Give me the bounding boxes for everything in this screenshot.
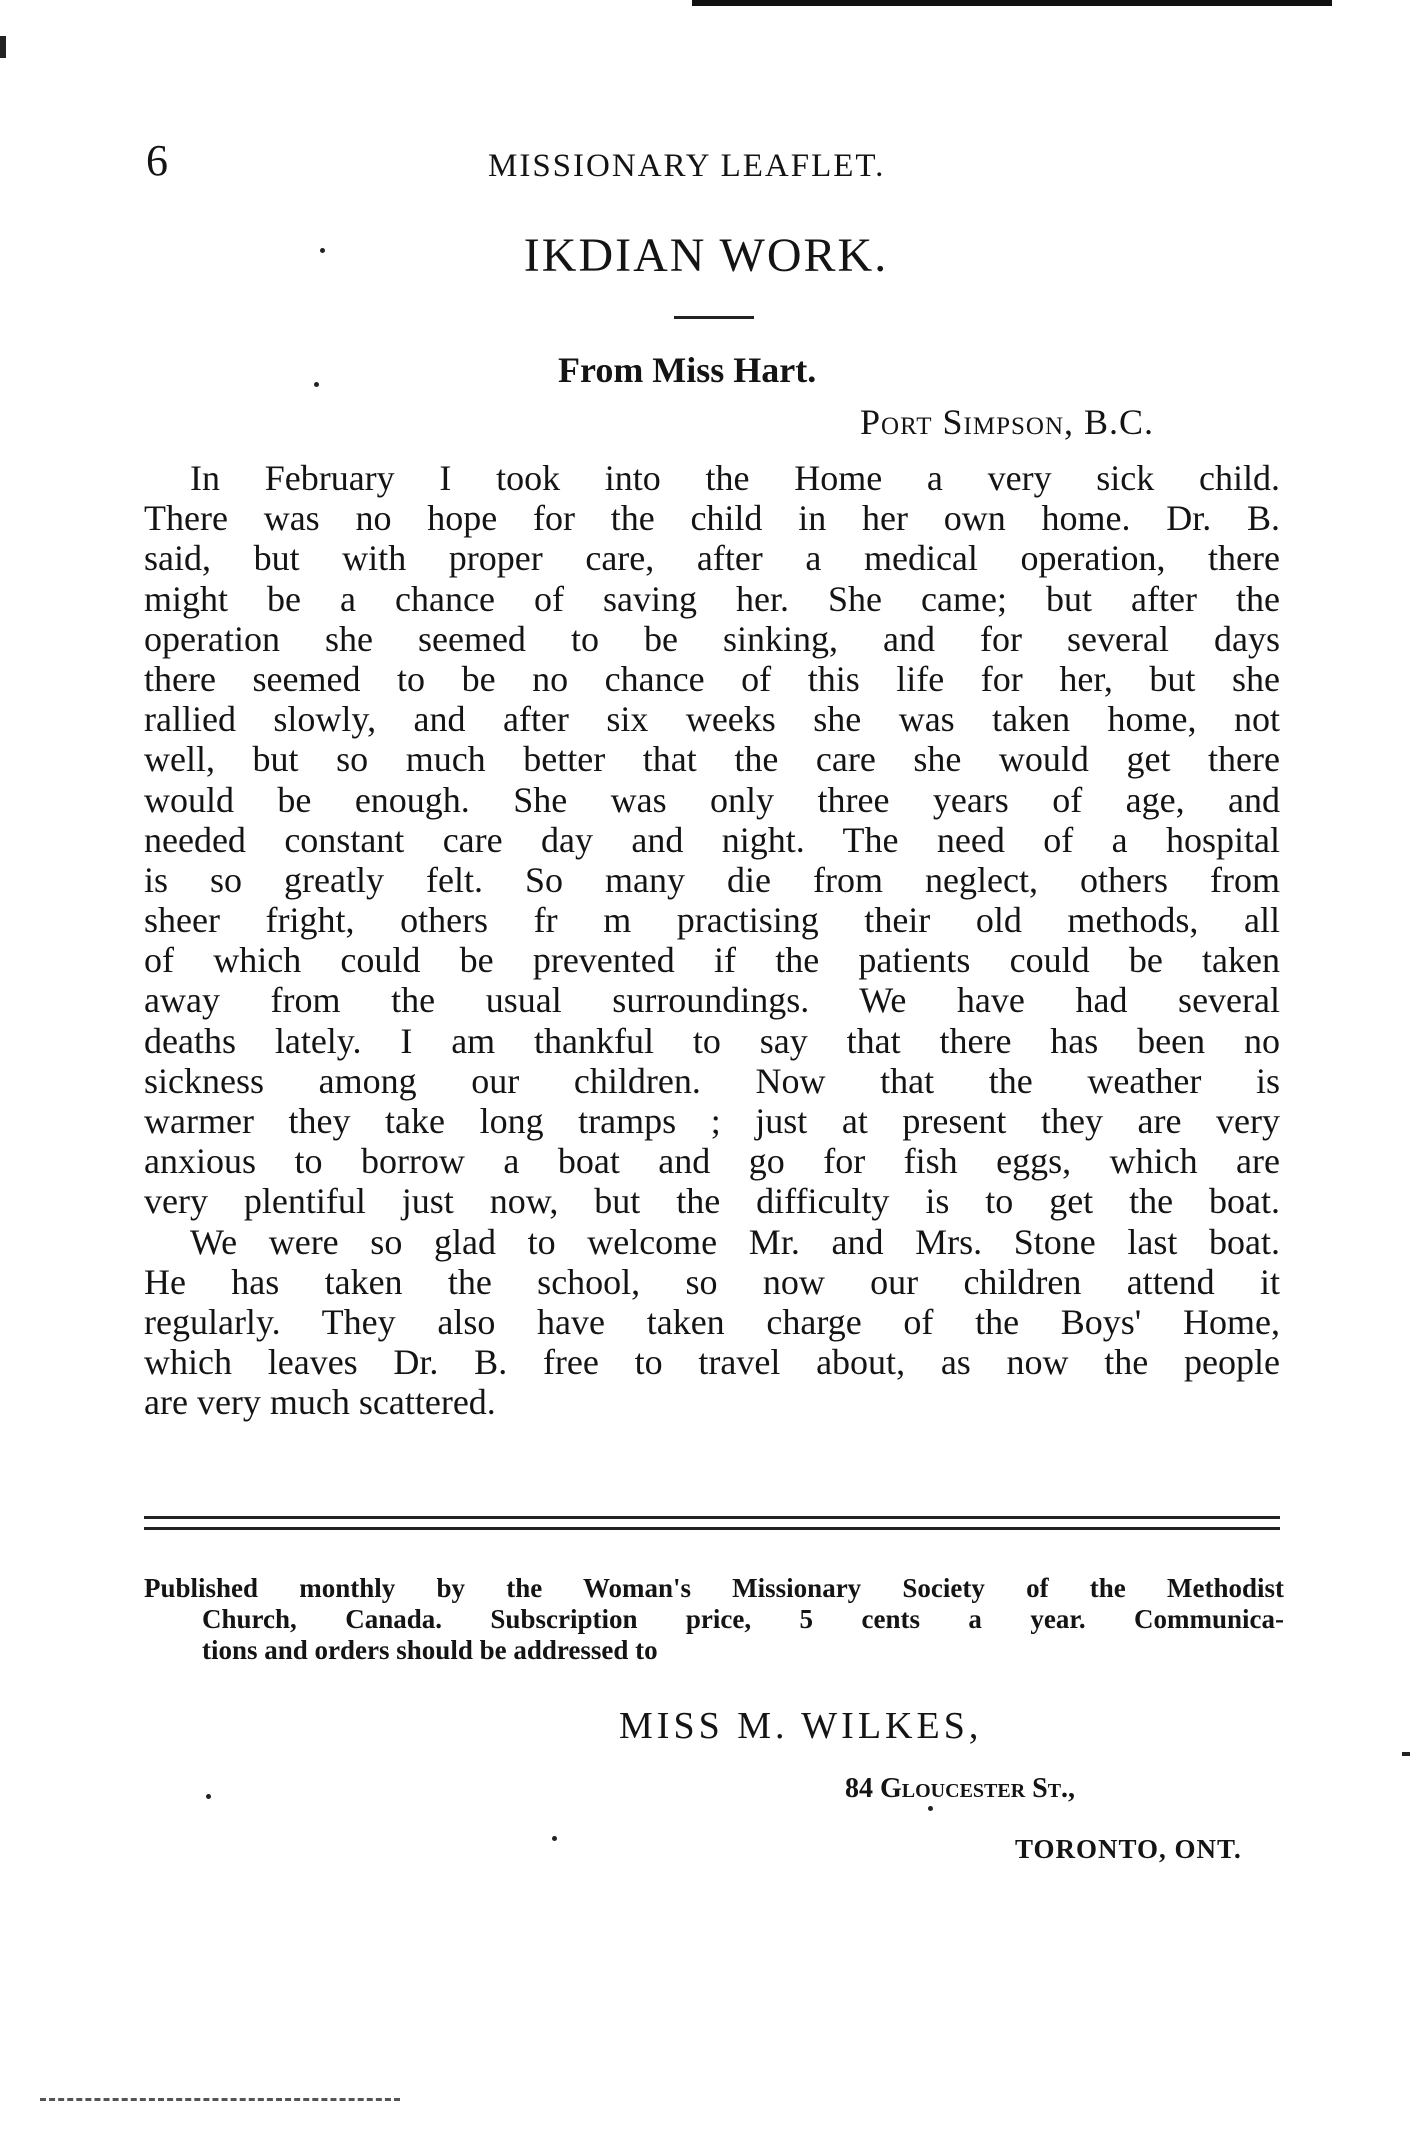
letter-body — [144, 458, 1280, 1423]
body-line: In February I took into the Home a very sick child. — [190, 458, 1280, 498]
body-line: are very much scattered. — [144, 1382, 496, 1423]
body-line: rallied slowly, and after six weeks she was taken home, not — [144, 699, 1280, 740]
body-line: very plentiful just now, but the difficulty is to get the boat. — [144, 1181, 1280, 1222]
body-line: There was no hope for the child in her own home. Dr. B. — [144, 498, 1280, 539]
footer-double-rule — [144, 1516, 1280, 1530]
body-line: operation she seemed to be sinking, and for several days — [144, 618, 1280, 659]
page-number: 6 — [146, 136, 168, 185]
publisher-imprint — [144, 1573, 1284, 1666]
section-title: IKDIAN WORK. — [523, 229, 889, 282]
body-line: sickness among our children. Now that the weather is — [144, 1060, 1280, 1101]
body-line: We were so glad to welcome Mr. and Mrs. Stone last boat. — [190, 1221, 1280, 1262]
left-edge-mark — [0, 36, 6, 58]
address-city: TORONTO, ONT. — [1015, 1834, 1242, 1864]
body-line: is so greatly felt. So many die from neglect, others from — [144, 859, 1280, 900]
letter-dateline: Port Simpson, B.C. — [860, 402, 1155, 442]
body-line: warmer they take long tramps ; just at present they are very — [144, 1101, 1280, 1141]
body-line: said, but with proper care, after a medical operation, there — [144, 538, 1280, 579]
bottom-edge-marks — [40, 2098, 400, 2105]
print-speck — [314, 382, 319, 387]
running-head: MISSIONARY LEAFLET. — [488, 148, 886, 184]
letter-byline: From Miss Hart. — [558, 350, 817, 390]
imprint-line: Published monthly by the Woman's Missionary Society of the Methodist — [144, 1573, 1284, 1603]
imprint-line: Church, Canada. Subscription price, 5 cents a year. Communica- — [202, 1604, 1284, 1634]
body-line: would be enough. She was only three years of age, and — [144, 779, 1280, 820]
print-speck — [928, 1806, 933, 1811]
body-line: there seemed to be no chance of this life for her, but she — [144, 658, 1280, 699]
body-line: of which could be prevented if the patients could be taken — [144, 940, 1280, 981]
body-line: which leaves Dr. B. free to travel about, as now the people — [144, 1342, 1280, 1383]
title-rule — [674, 316, 754, 319]
address-street: 84 Gloucester St., — [845, 1773, 1076, 1804]
print-speck — [206, 1794, 211, 1799]
imprint-line: tions and orders should be addressed to — [202, 1635, 658, 1665]
body-line: away from the usual surroundings. We have had several — [144, 980, 1280, 1021]
body-line: needed constant care day and night. The need of a hospital — [144, 819, 1280, 860]
top-edge-rule — [692, 0, 1332, 6]
print-speck — [552, 1836, 557, 1841]
body-line: He has taken the school, so now our children attend it — [144, 1261, 1280, 1302]
body-line: might be a chance of saving her. She came; but after the — [144, 578, 1280, 619]
body-line: regularly. They also have taken charge of the Boys' Home, — [144, 1301, 1280, 1342]
body-line: sheer fright, others fr m practising their old methods, all — [144, 900, 1280, 941]
body-line: deaths lately. I am thankful to say that there has been no — [144, 1020, 1280, 1061]
right-edge-mark — [1402, 1752, 1410, 1756]
body-line: well, but so much better that the care she would get there — [144, 739, 1280, 780]
address-name: MISS M. WILKES, — [619, 1705, 983, 1747]
body-line: anxious to borrow a boat and go for fish eggs, which are — [144, 1141, 1280, 1182]
